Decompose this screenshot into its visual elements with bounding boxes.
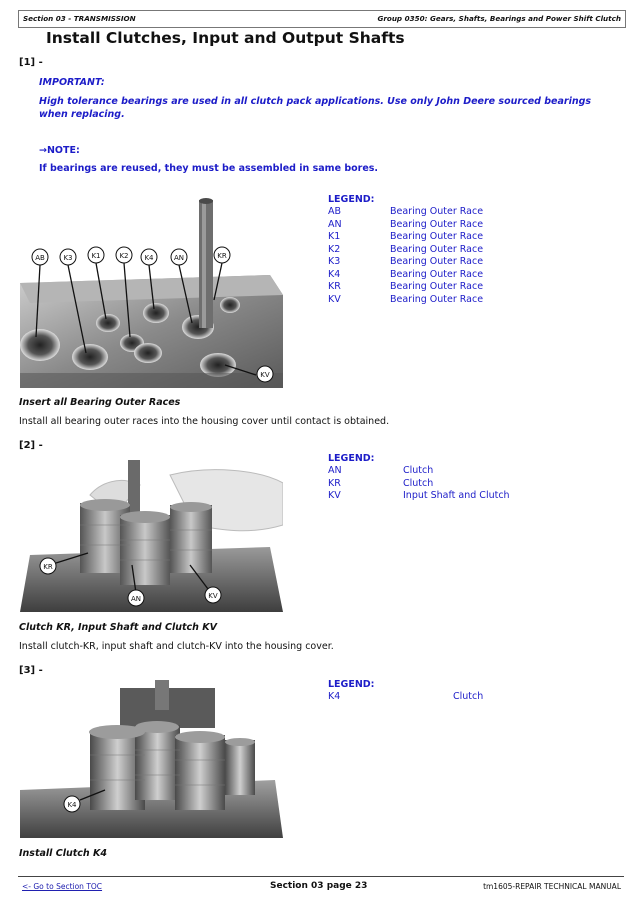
legend-row: AN Clutch	[328, 465, 434, 476]
bearing-races-photo	[20, 195, 283, 388]
page-footer	[18, 876, 624, 891]
note-heading: →NOTE:	[39, 145, 80, 156]
clutch-k4-photo	[20, 680, 283, 838]
legend-row: K4 Clutch	[328, 691, 484, 702]
important-text: High tolerance bearings are used in all clutch pack applications. Use only John Deere sourced bearings when replacing.	[39, 96, 592, 120]
legend-title: LEGEND:	[328, 679, 375, 690]
important-heading: IMPORTANT:	[39, 77, 105, 88]
note-text: If bearings are reused, they must be assembled in same bores.	[39, 163, 379, 174]
clutch-install-photo	[20, 455, 283, 612]
legend-row: KR Bearing Outer Race	[328, 281, 484, 292]
legend-step-2	[328, 453, 510, 503]
callout-kr: KR	[217, 252, 227, 260]
callout-an: AN	[130, 595, 142, 603]
legend-row: KV Input Shaft and Clutch	[328, 490, 510, 501]
legend-row: K4 Bearing Outer Race	[328, 268, 484, 280]
legend-row: K1 Bearing Outer Race	[328, 231, 484, 242]
legend-row: K2 Bearing Outer Race	[328, 243, 484, 255]
callout-k4: K4	[67, 801, 77, 809]
go-to-section-toc-link[interactable]: <- Go to Section TOC	[22, 882, 103, 891]
callout-kr: KR	[43, 563, 53, 571]
manual-name: tm1605-REPAIR TECHNICAL MANUAL	[483, 882, 621, 891]
legend-title: LEGEND:	[328, 194, 375, 205]
page-header	[18, 10, 626, 28]
step-2-caption: Clutch KR, Input Shaft and Clutch KV	[19, 622, 217, 633]
legend-row: AN Bearing Outer Race	[328, 218, 484, 230]
page-title: Install Clutches, Input and Output Shafts	[46, 29, 405, 47]
step-1-instruction: Install all bearing outer races into the housing cover until contact is obtained.	[19, 416, 390, 427]
callout-k4: K4	[144, 254, 154, 262]
legend-row: KV Bearing Outer Race	[328, 293, 484, 305]
step-2-marker: [2] -	[19, 440, 43, 451]
legend-row: K3 Bearing Outer Race	[328, 256, 484, 267]
legend-step-1	[328, 194, 483, 306]
step-3-marker: [3] -	[19, 665, 43, 676]
legend-row: AB Bearing Outer Race	[328, 206, 484, 217]
legend-step-3	[328, 679, 483, 704]
page-number: Section 03 page 23	[270, 881, 368, 891]
step-1-caption: Insert all Bearing Outer Races	[19, 397, 181, 408]
header-section: Section 03 - TRANSMISSION	[23, 14, 136, 23]
legend-title: LEGEND:	[328, 453, 375, 464]
callout-k3: K3	[63, 254, 73, 262]
step-2-instruction: Install clutch-KR, input shaft and clutch-KV into the housing cover.	[19, 641, 334, 652]
callout-k2: K2	[119, 252, 129, 260]
step-3-caption: Install Clutch K4	[19, 848, 107, 859]
legend-row: KR Clutch	[328, 477, 434, 489]
callout-kv: KV	[260, 371, 270, 379]
step-1-marker: [1] -	[19, 57, 43, 68]
header-group: Group 0350: Gears, Shafts, Bearings and Power Shift Clutch	[377, 14, 621, 23]
callout-an: AN	[173, 254, 185, 262]
callout-k1: K1	[91, 252, 101, 260]
callout-ab: AB	[35, 254, 45, 262]
callout-kv: KV	[208, 592, 218, 600]
